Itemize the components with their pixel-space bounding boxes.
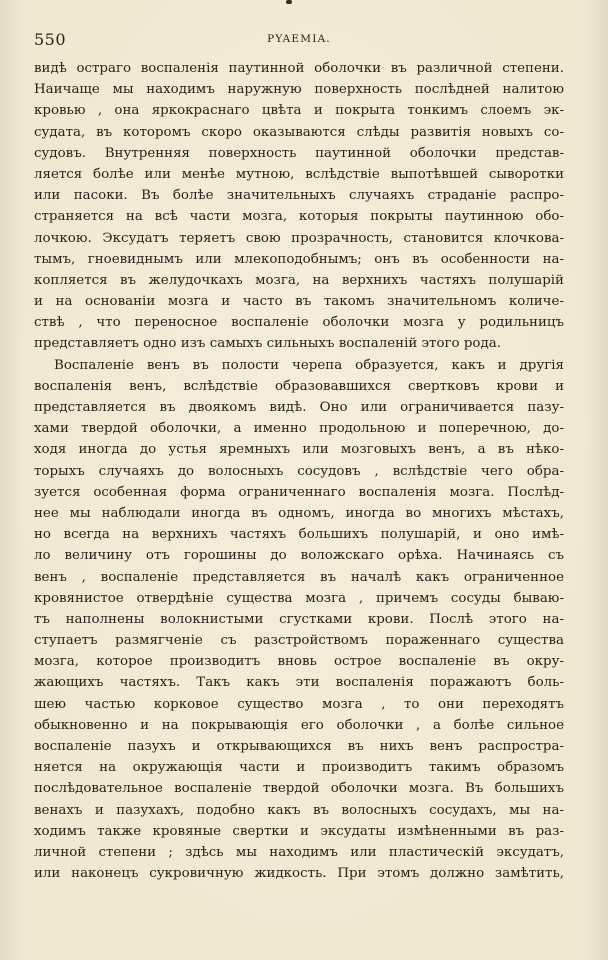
text-line: послѣдовательное воспаленіе твердой оболочки мозга. Въ большихъ: [34, 781, 564, 797]
text-line: или пасоки. Въ болѣе значительныхъ случаяхъ страданіе распро-: [34, 188, 564, 204]
text-line: воспаленіе пазухъ и открывающихся въ нихъ венъ распростра-: [34, 739, 564, 754]
text-line: венъ , воспаленіе представляется въ началѣ какъ ограниченное: [34, 569, 564, 585]
text-line: страняется на всѣ части мозга, которыя покрыты паутинною обо-: [34, 209, 564, 225]
text-line: копляется въ желудочкахъ мозга, на верхнихъ частяхъ полушарій: [34, 272, 564, 288]
text-line: но всегда на верхнихъ частяхъ большихъ полушарій, и оно имѣ-: [34, 527, 564, 543]
text-line: лочкою. Эксудатъ теряетъ свою прозрачность, становится клочкова-: [34, 230, 564, 246]
text-line: и на основаніи мозга и часто въ такомъ значительномъ количе-: [34, 294, 564, 310]
text-line: воспаленія венъ, вслѣдствіе образовавшихся свертковъ крови и: [34, 378, 564, 394]
text-line: кровянистое отвердѣніе существа мозга , причемъ сосуды бываю-: [34, 590, 564, 606]
text-line: ло величину отъ горошины до воложскаго орѣха. Начинаясь съ: [34, 548, 564, 564]
text-line: тъ наполнены волокнистыми сгустками крови. Послѣ этого на-: [34, 611, 564, 627]
page-header: [34, 30, 564, 54]
ink-speck: [286, 0, 292, 4]
text-line: венахъ и пазухахъ, подобно какъ въ волосныхъ сосудахъ, мы на-: [34, 802, 564, 818]
text-line: ходя иногда до устья яремныхъ или мозговыхъ венъ, а въ нѣко-: [34, 442, 564, 458]
text-line: ствѣ , что переносное воспаленіе оболочки мозга у родильницъ: [34, 315, 564, 331]
text-line: представляется въ двоякомъ видѣ. Оно или ограничивается пазу-: [34, 400, 564, 415]
text-line: Наичаще мы находимъ наружную поверхность послѣдней налитою: [34, 82, 564, 98]
text-line: шею частью корковое существо мозга , то они переходятъ: [34, 696, 564, 712]
text-line: мозга, которое производитъ вновь острое воспаленіе въ окру-: [34, 654, 564, 670]
text-line: личной степени ; здѣсь мы находимъ или пластическій эксудатъ,: [34, 844, 564, 860]
text-line: судата, въ которомъ скоро оказываются слѣды развитія новыхъ со-: [34, 124, 564, 140]
text-line: кровью , она яркокраснаго цвѣта и покрыта тонкимъ слоемъ эк-: [34, 103, 564, 119]
text-line: хами твердой оболочки, а именно продольною и поперечною, до-: [34, 421, 564, 437]
text-line: судовъ. Внутренняя поверхность паутинной оболочки представ-: [34, 145, 564, 161]
page-number: 550: [34, 30, 67, 49]
text-line: нее мы наблюдали иногда въ одномъ, иногда во многихъ мѣстахъ,: [34, 505, 564, 521]
text-line: ляется болѣе или менѣе мутною, вслѣдствіе выпотѣвшей сыворотки: [34, 166, 564, 182]
text-line: тымъ, гноевиднымъ или млекоподобнымъ; онъ въ особенности на-: [34, 251, 564, 267]
text-line: зуется особенная форма ограниченнаго воспаленія мозга. Послѣд-: [34, 484, 564, 500]
running-title: PYAEMIA.: [267, 33, 331, 45]
text-line: представляетъ одно изъ самыхъ сильныхъ воспаленій этого рода.: [34, 336, 501, 352]
text-line: или наконецъ сукровичную жидкость. При этомъ должно замѣтить,: [34, 866, 564, 882]
text-line: няется на окружающія части и производитъ такимъ образомъ: [34, 760, 564, 776]
text-line: обыкновенно и на покрывающія его оболочки , а болѣе сильное: [34, 717, 564, 733]
text-line: жающихъ частяхъ. Такъ какъ эти воспаленія поражаютъ боль-: [34, 675, 564, 691]
text-line: ходимъ также кровяные свертки и эксудаты измѣненными въ раз-: [34, 823, 564, 839]
paragraph-start-line: Воспаленіе венъ въ полости черепа образуется, какъ и другія: [54, 357, 564, 373]
text-line: торыхъ случаяхъ до волосныхъ сосудовъ , вслѣдствіе чего обра-: [34, 463, 564, 479]
text-line: видѣ остраго воспаленія паутинной оболочки въ различной степени.: [34, 61, 564, 76]
text-line: ступаетъ размягченіе съ разстройствомъ пораженнаго существа: [34, 633, 564, 649]
body-text: [34, 58, 564, 884]
